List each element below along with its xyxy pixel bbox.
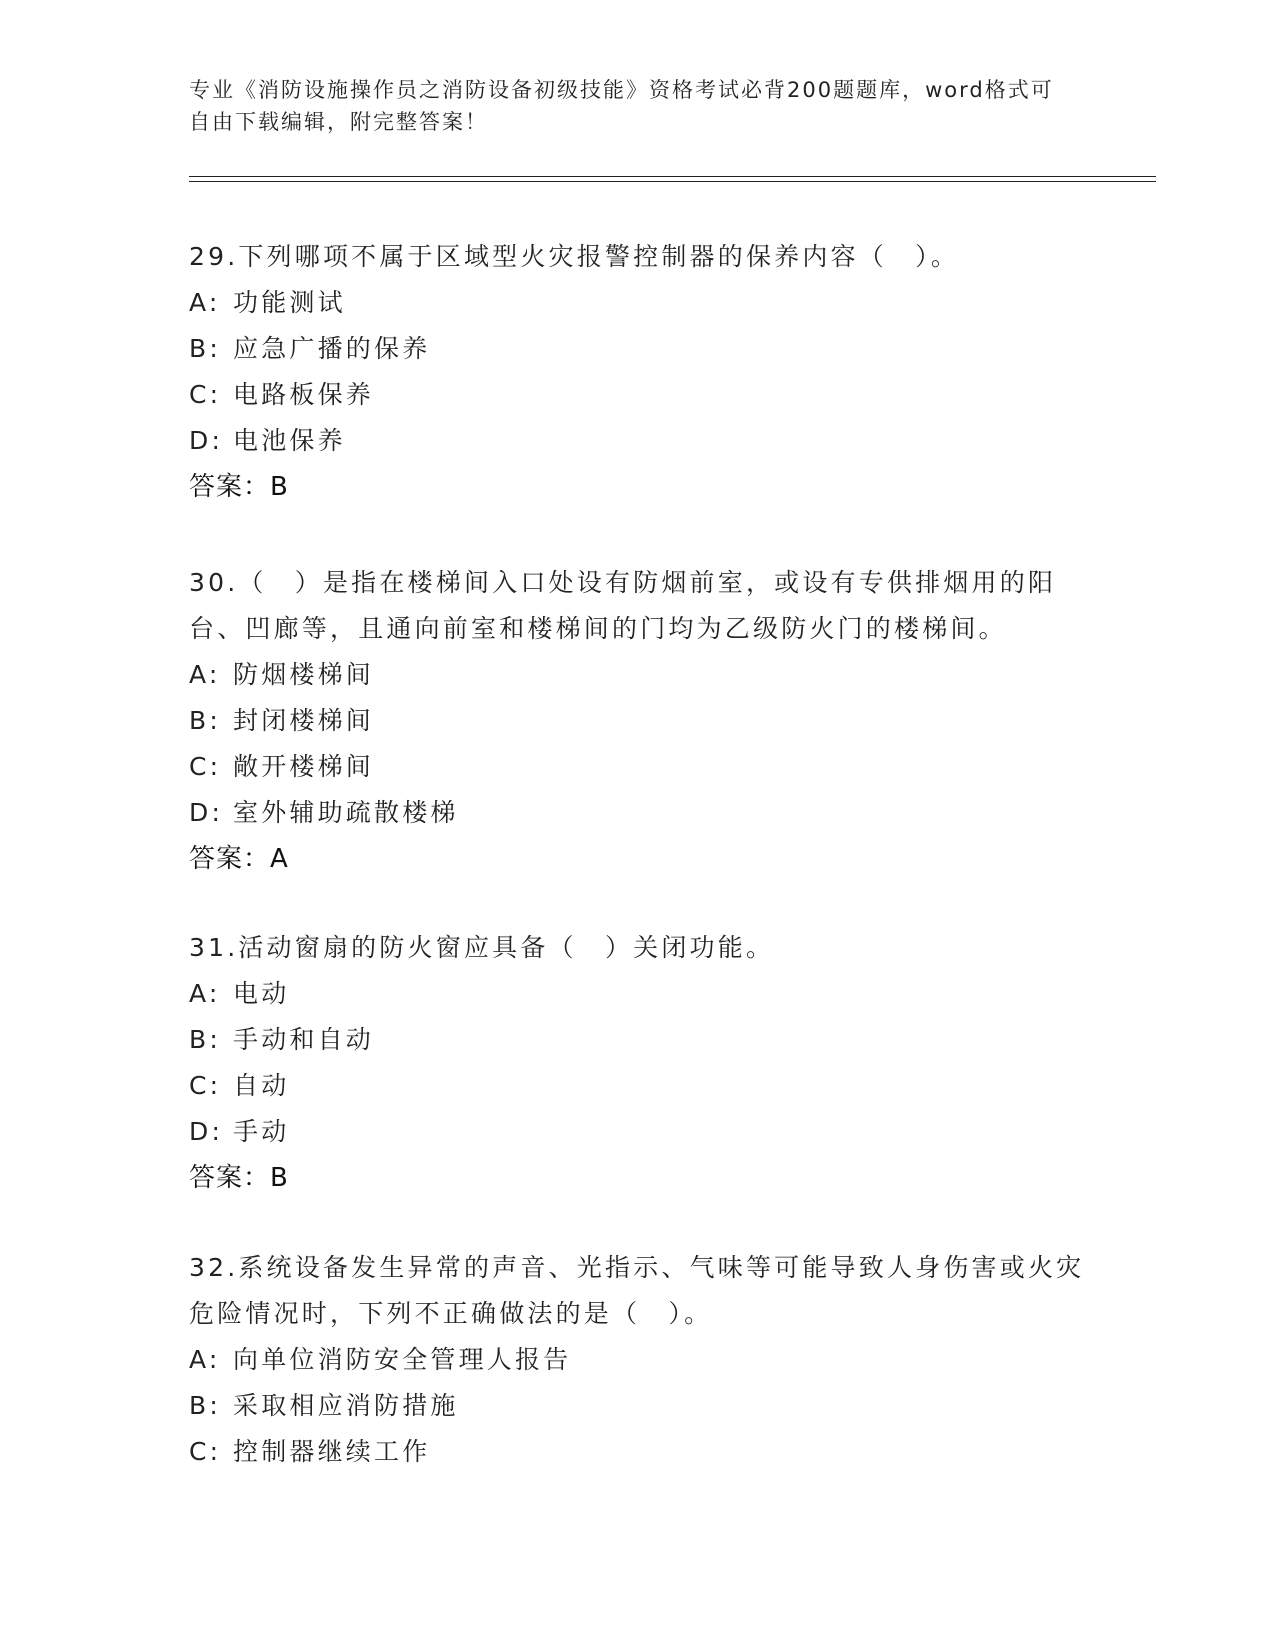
- option-key: C:: [189, 1437, 222, 1466]
- option-key: A:: [189, 288, 221, 317]
- answer-line: 答案：B: [189, 472, 289, 502]
- question-stem: 32.系统设备发生异常的声音、光指示、气味等可能导致人身伤害或火灾危险情况时，下列不正确做法的是（ ）。: [189, 1253, 1085, 1328]
- option-key: D:: [189, 426, 224, 455]
- question-31: [189, 925, 1089, 1201]
- option-a: [189, 1337, 1089, 1383]
- option-text: 电池保养: [233, 426, 346, 455]
- question-29: [189, 234, 1089, 510]
- option-c: [189, 744, 1089, 790]
- option-key: C:: [189, 380, 222, 409]
- header-divider-top: [189, 176, 1156, 177]
- option-key: B:: [189, 1025, 221, 1054]
- answer-line: 答案：B: [189, 1163, 289, 1193]
- option-key: A:: [189, 1345, 221, 1374]
- option-b: [189, 698, 1089, 744]
- option-text: 向单位消防安全管理人报告: [233, 1345, 572, 1374]
- option-b: [189, 1017, 1089, 1063]
- option-text: 应急广播的保养: [233, 334, 431, 363]
- option-a: [189, 280, 1089, 326]
- option-b: [189, 1383, 1089, 1429]
- option-c: [189, 1063, 1089, 1109]
- option-key: C:: [189, 1071, 222, 1100]
- option-d: [189, 418, 1089, 464]
- option-d: [189, 1109, 1089, 1155]
- header-divider-bottom: [189, 181, 1156, 182]
- document-header: 专业《消防设施操作员之消防设备初级技能》资格考试必背200题题库，word格式可自由下载编辑，附完整答案！: [189, 78, 1054, 134]
- option-d: [189, 790, 1089, 836]
- question-stem: 31.活动窗扇的防火窗应具备（ ）关闭功能。: [189, 933, 775, 962]
- option-text: 手动: [233, 1117, 290, 1146]
- option-key: D:: [189, 798, 224, 827]
- option-b: [189, 326, 1089, 372]
- option-key: A:: [189, 660, 221, 689]
- option-text: 手动和自动: [233, 1025, 375, 1054]
- option-text: 电动: [233, 979, 290, 1008]
- option-text: 功能测试: [233, 288, 346, 317]
- option-key: B:: [189, 334, 221, 363]
- option-c: [189, 1429, 1089, 1475]
- question-stem: 29.下列哪项不属于区域型火灾报警控制器的保养内容（ ）。: [189, 242, 960, 271]
- option-text: 自动: [233, 1071, 290, 1100]
- option-text: 采取相应消防措施: [233, 1391, 459, 1420]
- option-a: [189, 971, 1089, 1017]
- option-text: 室外辅助疏散楼梯: [233, 798, 459, 827]
- option-key: A:: [189, 979, 221, 1008]
- question-32: [189, 1245, 1089, 1475]
- option-key: C:: [189, 752, 222, 781]
- answer-line: 答案：A: [189, 844, 289, 874]
- question-stem: 30.（ ）是指在楼梯间入口处设有防烟前室，或设有专供排烟用的阳台、凹廊等，且通向前室和楼梯间的门均为乙级防火门的楼梯间。: [189, 568, 1057, 643]
- option-key: D:: [189, 1117, 224, 1146]
- option-text: 敞开楼梯间: [233, 752, 375, 781]
- question-30: [189, 560, 1089, 882]
- option-a: [189, 652, 1089, 698]
- option-text: 电路板保养: [233, 380, 375, 409]
- option-key: B:: [189, 1391, 221, 1420]
- option-text: 控制器继续工作: [233, 1437, 431, 1466]
- option-key: B:: [189, 706, 221, 735]
- option-text: 防烟楼梯间: [233, 660, 375, 689]
- option-c: [189, 372, 1089, 418]
- option-text: 封闭楼梯间: [233, 706, 375, 735]
